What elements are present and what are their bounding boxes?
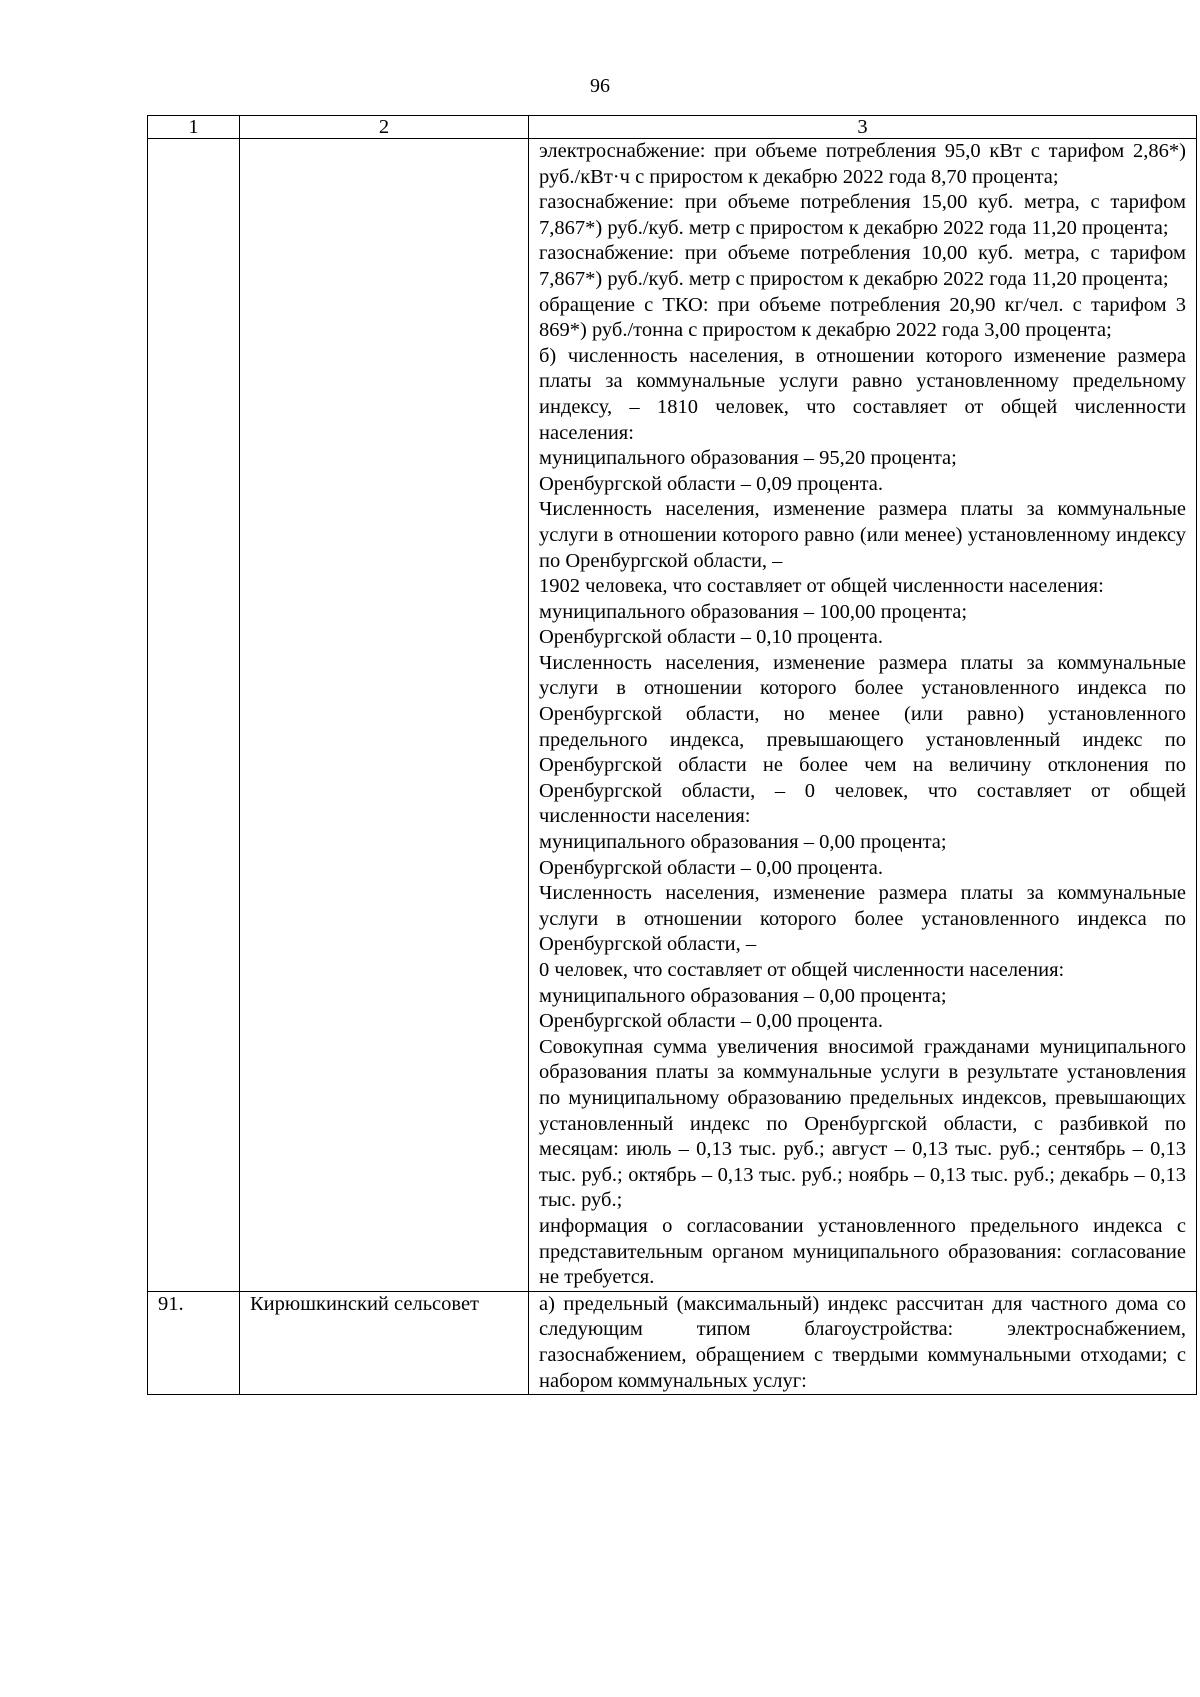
row-name-cell (240, 139, 529, 1292)
paragraph: муниципального образования – 95,20 процента; (539, 447, 957, 470)
paragraph: информация о согласовании установленного предельного индекса с представительным органом муниципального образования: согласование не требуется. (539, 1214, 1186, 1289)
paragraph: Численность населения, изменение размера платы за коммунальные услуги в отношении которого более установленного индекса по Оренбургской области, – (539, 882, 1186, 956)
paragraph: муниципального образования – 0,00 процента; (539, 984, 947, 1007)
column-header-3: 3 (529, 116, 1197, 139)
row-text-cell (529, 1291, 1197, 1394)
paragraph: Численность населения, изменение размера платы за коммунальные услуги в отношении которого равно (или менее) установленному индексу по Оренбургской области, – (539, 498, 1186, 572)
paragraph: Оренбургской области – 0,10 процента. (539, 626, 884, 649)
paragraph: Оренбургской области – 0,09 процента. (539, 472, 884, 495)
paragraph: муниципального образования – 100,00 процента; (539, 600, 968, 623)
row-number-cell (148, 139, 240, 1292)
paragraph: газоснабжение: при объеме потребления 15,00 куб. метра, с тарифом 7,867*) руб./куб. метр с приростом к декабрю 2022 года 11,20 процента; (539, 191, 1186, 239)
paragraph: б) численность населения, в отношении которого изменение размера платы за коммунальные услуги равно установленному предельному индексу, – 1810 человек, что составляет от общей численности населения: (539, 344, 1186, 444)
paragraph: Оренбургской области – 0,00 процента. (539, 1010, 884, 1033)
table-row (148, 1291, 1197, 1394)
paragraph: газоснабжение: при объеме потребления 10,00 куб. метра, с тарифом 7,867*) руб./куб. метр с приростом к декабрю 2022 года 11,20 процента; (539, 242, 1186, 290)
row-text-cell (529, 139, 1197, 1292)
page-number: 96 (590, 75, 610, 97)
table-row (148, 139, 1197, 1292)
paragraph: Численность населения, изменение размера платы за коммунальные услуги в отношении которого более установленного индекса по Оренбургской области, но менее (или равно) установленного предельного индекса, превышающего установленный индекс по Оренбургской области не более чем на величину отклонения по Оренбургской области, – 0 человек, что составляет от общей численности населения: (539, 651, 1186, 828)
paragraph: муниципального образования – 0,00 процента; (539, 831, 947, 854)
paragraph: 0 человек, что составляет от общей численности населения: (539, 959, 1065, 981)
column-header-1: 1 (148, 116, 240, 139)
paragraph: обращение с ТКО: при объеме потребления 20,90 кг/чел. с тарифом 3 869*) руб./тонна с приростом к декабрю 2022 года 3,00 процента; (539, 293, 1186, 342)
paragraph: Оренбургской области – 0,00 процента. (539, 856, 884, 879)
table-header-row (148, 116, 1197, 139)
row-number-cell: 91. (148, 1291, 240, 1394)
row-name-cell: Кирюшкинский сельсовет (240, 1291, 529, 1394)
paragraph: электроснабжение: при объеме потребления 95,0 кВт с тарифом 2,86*) руб./кВт·ч с приростом к декабрю 2022 года 8,70 процента; (539, 140, 1186, 188)
paragraph: 1902 человека, что составляет от общей численности населения: (539, 575, 1104, 598)
paragraph: а) предельный (максимальный) индекс рассчитан для частного дома со следующим типом благоустройства: электроснабжением, газоснабжением, обращением с твердыми коммунальными отходами; с набором коммунальных услуг: (539, 1292, 1186, 1392)
paragraph: Совокупная сумма увеличения вносимой гражданами муниципального образования платы за коммунальные услуги в результате установления по муниципальному образованию предельных индексов, превышающих установленный индекс по Оренбургской области, с разбивкой по месяцам: июль – 0,13 тыс. руб.; август – 0,13 тыс. руб.; сентябрь – 0,13 тыс. руб.; октябрь – 0,13 тыс. руб.; ноябрь – 0,13 тыс. руб.; декабрь – 0,13 тыс. руб.; (539, 1035, 1186, 1212)
data-table (147, 115, 1197, 1395)
column-header-2: 2 (240, 116, 529, 139)
